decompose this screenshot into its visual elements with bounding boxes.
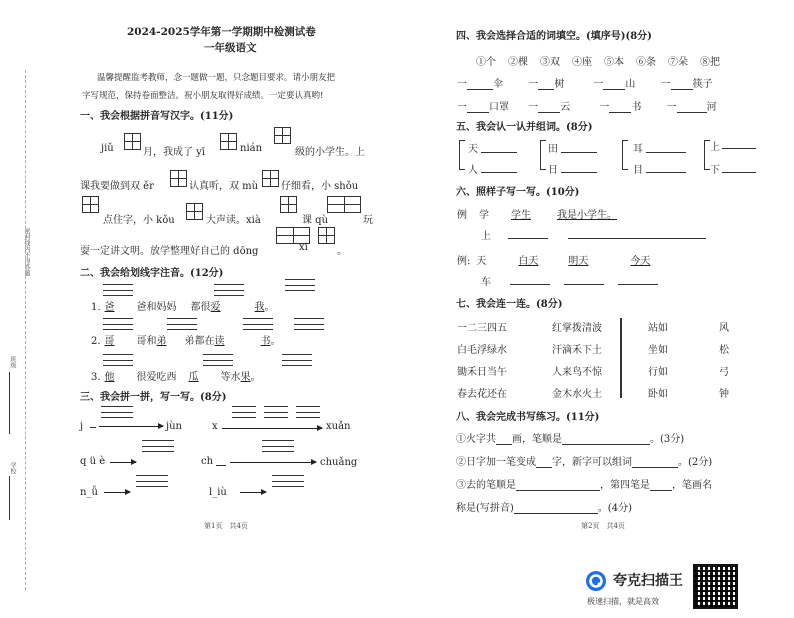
q7-left-4[interactable]: 春去花还在 xyxy=(457,389,507,400)
q5-char-3: 田 xyxy=(548,144,558,155)
q3-b-syllable: xuǎn xyxy=(326,421,351,432)
q1-grid-6[interactable] xyxy=(82,196,99,213)
q6-example-1: 例 学 学生 我是小学生。 xyxy=(457,210,617,221)
q5-char-4: 日 xyxy=(548,165,558,176)
q7-mid-1[interactable]: 红掌拨清波 xyxy=(552,323,602,334)
q5-char-7: 上 xyxy=(710,142,720,153)
q2-pinyin-9[interactable] xyxy=(203,354,233,366)
q7-mid-2[interactable]: 汗滴禾下土 xyxy=(552,345,602,356)
q3-title: 三、我会拼一拼，写一写。(8分) xyxy=(80,392,227,403)
q3-write-f[interactable] xyxy=(272,475,304,487)
q1-line4-c: 。 xyxy=(337,246,347,257)
q1-grid-5[interactable] xyxy=(262,170,279,187)
q3-e-parts: n_ǚ xyxy=(80,487,98,498)
q6-blank-3[interactable] xyxy=(510,284,550,285)
q7-left-1[interactable]: 一二三四五 xyxy=(457,323,507,334)
q3-a-slot xyxy=(90,427,96,428)
scanner-logo-icon xyxy=(585,570,607,592)
seal-line-text: 密封线内不得答题 xyxy=(23,228,30,276)
q1-line3-d: 玩 xyxy=(363,215,373,226)
q1-line3-a: 点住字，小 kǒu xyxy=(103,215,175,226)
q1-line1-a: jiǔ xyxy=(101,143,114,154)
q7-c4-1[interactable]: 风 xyxy=(719,323,729,334)
q1-title: 一、我会根据拼音写汉字。(11分) xyxy=(80,111,234,122)
q1-line2-c: 仔细看，小 shǒu xyxy=(281,181,359,192)
class-label: 班级 xyxy=(9,356,16,368)
q7-divider xyxy=(620,318,622,398)
q5-blank-6[interactable] xyxy=(646,172,686,173)
q3-f-parts: l_iù xyxy=(209,487,227,498)
q5-blank-5[interactable] xyxy=(646,152,686,153)
q3-arrow-b xyxy=(222,428,322,429)
q1-grid-1[interactable] xyxy=(124,133,141,150)
q8-line3: ③去的笔顺是 ，第四笔是 ，笔画名 xyxy=(456,480,712,491)
intro-line-1: 温馨提醒监考教师，念一题做一题，只念题目要求。请小朋友把 xyxy=(97,73,336,83)
q1-line3-b: 大声读。xià xyxy=(206,215,261,226)
q6-blank-1[interactable] xyxy=(508,238,548,239)
q1-line4-b: xi xyxy=(299,242,308,253)
q4-options: ①个 ②棵 ③双 ④座 ⑤本 ⑥条 ⑦朵 ⑧把 xyxy=(476,57,720,68)
q5-bracket-1 xyxy=(459,140,465,170)
q6-blank-4[interactable] xyxy=(564,284,604,285)
q2-pinyin-10[interactable] xyxy=(282,354,312,366)
q8-line1: ①火字共 画，笔顺是 。(3分) xyxy=(456,434,685,445)
q2-pinyin-7[interactable] xyxy=(294,318,324,330)
q6-blank-5[interactable] xyxy=(618,284,658,285)
q2-pinyin-4[interactable] xyxy=(103,318,133,330)
q2-row3: 3. 他 很爱吃西 瓜 等水果。 xyxy=(91,372,261,383)
q5-bracket-3 xyxy=(622,140,628,170)
q7-c4-4[interactable]: 钟 xyxy=(719,389,729,400)
q7-mid-3[interactable]: 人来鸟不惊 xyxy=(552,367,602,378)
q5-title: 五、我会认一认并组词。(8分) xyxy=(456,122,593,133)
q3-write-c[interactable] xyxy=(142,440,174,452)
q5-blank-3[interactable] xyxy=(561,152,597,153)
q5-blank-4[interactable] xyxy=(561,172,597,173)
q2-pinyin-8[interactable] xyxy=(103,354,133,366)
q5-blank-8[interactable] xyxy=(722,172,756,173)
q7-c4-3[interactable]: 弓 xyxy=(719,367,729,378)
q8-title: 八、我会完成书写练习。(11分) xyxy=(456,412,600,423)
q7-c4-2[interactable]: 松 xyxy=(719,345,729,356)
q3-arrow-c xyxy=(110,462,136,463)
school-label: 学校 xyxy=(9,462,16,474)
q4-row2: 一 口罩 一 云 一 书 一 河 xyxy=(457,102,717,113)
intro-line-2: 字写规范，保持卷面整洁。祝小朋友取得好成绩。一定要认真哟! xyxy=(82,91,324,101)
q2-title: 二、我会给划线字注音。(12分) xyxy=(80,268,224,279)
q5-char-5: 耳 xyxy=(633,144,643,155)
class-line xyxy=(9,372,10,434)
scanner-logo-name: 夸克扫描王 xyxy=(613,573,683,589)
q1-line2-a: 课我要做到双 ěr xyxy=(80,181,154,192)
q3-c-parts: q ü è xyxy=(80,456,106,467)
q2-pinyin-5[interactable] xyxy=(167,318,197,330)
q1-grid-3[interactable] xyxy=(274,127,291,144)
q4-title: 四、我会选择合适的词填空。(填序号)(8分) xyxy=(456,31,652,42)
q1-grid-11[interactable] xyxy=(318,227,335,244)
q5-bracket-2 xyxy=(540,140,546,170)
q3-write-d[interactable] xyxy=(262,440,294,452)
q7-c3-4[interactable]: 卧如 xyxy=(648,389,668,400)
left-footer: 第1页 共4页 xyxy=(204,522,248,530)
q1-grid-7[interactable] xyxy=(186,203,203,220)
q3-write-a[interactable] xyxy=(101,406,133,418)
q1-grid-8[interactable] xyxy=(280,196,297,213)
q6-char-2: 车 xyxy=(481,277,491,288)
q1-line2-b: 认真听，双 mù xyxy=(189,181,259,192)
q5-char-6: 目 xyxy=(633,165,643,176)
qr-code xyxy=(693,564,738,609)
q8-line4: 称是(写拼音) 。(4分) xyxy=(456,503,632,514)
q7-left-3[interactable]: 锄禾日当午 xyxy=(457,367,507,378)
q6-title: 六、照样子写一写。(10分) xyxy=(456,187,580,198)
q1-line1-c: nián xyxy=(240,143,263,154)
q7-mid-4[interactable]: 金木水火土 xyxy=(552,389,602,400)
q5-blank-1[interactable] xyxy=(481,152,517,153)
q3-a-syllable: jùn xyxy=(166,421,182,432)
q8-line2: ②日字加一笔变成 字，新字可以组词 。(2分) xyxy=(456,457,713,468)
q1-line4-a: 耍一定讲文明。放学整理好自己的 dōng xyxy=(80,246,259,257)
right-footer: 第2页 共4页 xyxy=(581,522,625,530)
q1-line1-b: 月，我成了 yī xyxy=(143,147,206,158)
q3-write-b1[interactable] xyxy=(232,406,256,418)
seal-line xyxy=(25,70,26,590)
q5-char-1: 天 xyxy=(468,144,478,155)
q3-arrow-d xyxy=(230,462,316,463)
q5-blank-2[interactable] xyxy=(481,172,517,173)
q6-blank-2[interactable] xyxy=(568,238,706,239)
q3-d-slot xyxy=(216,465,226,466)
q4-row1: 一 伞 一 树 一 山 一 筷子 xyxy=(457,79,713,90)
school-line xyxy=(9,476,10,520)
q2-pinyin-6[interactable] xyxy=(243,318,273,330)
q3-d-syllable: chuǎng xyxy=(320,457,358,468)
exam-title: 2024-2025学年第一学期期中检测试卷 xyxy=(127,26,316,38)
q6-char-1: 上 xyxy=(481,231,491,242)
q3-a-initial: j xyxy=(80,421,84,432)
q2-pinyin-3[interactable] xyxy=(285,279,315,291)
q2-pinyin-2[interactable] xyxy=(214,284,244,296)
exam-subtitle: 一年级语文 xyxy=(204,42,257,54)
q1-grid-2[interactable] xyxy=(220,133,237,150)
scanner-logo-tagline: 极速扫描，就是高效 xyxy=(587,597,659,606)
q1-grid-9[interactable] xyxy=(327,196,361,213)
q7-left-2[interactable]: 白毛浮绿水 xyxy=(457,345,507,356)
q3-arrow-f xyxy=(240,492,266,493)
q3-write-b2[interactable] xyxy=(264,406,288,418)
q2-row2: 2. 哥 哥和弟 弟都在读 书。 xyxy=(91,336,281,347)
q7-c3-1[interactable]: 站如 xyxy=(648,323,668,334)
q7-c3-3[interactable]: 行如 xyxy=(648,367,668,378)
q7-title: 七、我会连一连。(8分) xyxy=(456,299,563,310)
q5-char-8: 下 xyxy=(710,165,720,176)
q2-pinyin-1[interactable] xyxy=(103,284,133,296)
q5-blank-7[interactable] xyxy=(722,148,756,149)
q3-b-initial: x xyxy=(212,421,218,432)
q6-example-2: 例: 天 白天 明天 今天 xyxy=(457,256,651,267)
q3-arrow-a xyxy=(99,426,163,427)
q3-write-b3[interactable] xyxy=(296,406,320,418)
q2-row1: 1. 爸 爸和妈妈 都很爱 我。 xyxy=(91,302,275,313)
q3-write-e[interactable] xyxy=(136,475,168,487)
q7-c3-2[interactable]: 坐如 xyxy=(648,345,668,356)
q1-line1-d: 级的小学生。上 xyxy=(295,147,365,158)
q5-char-2: 人 xyxy=(468,165,478,176)
q1-grid-4[interactable] xyxy=(170,170,187,187)
q1-line3-c: 课 qù xyxy=(302,215,329,226)
q3-arrow-e xyxy=(104,492,130,493)
q3-d-initial: ch xyxy=(201,456,214,467)
